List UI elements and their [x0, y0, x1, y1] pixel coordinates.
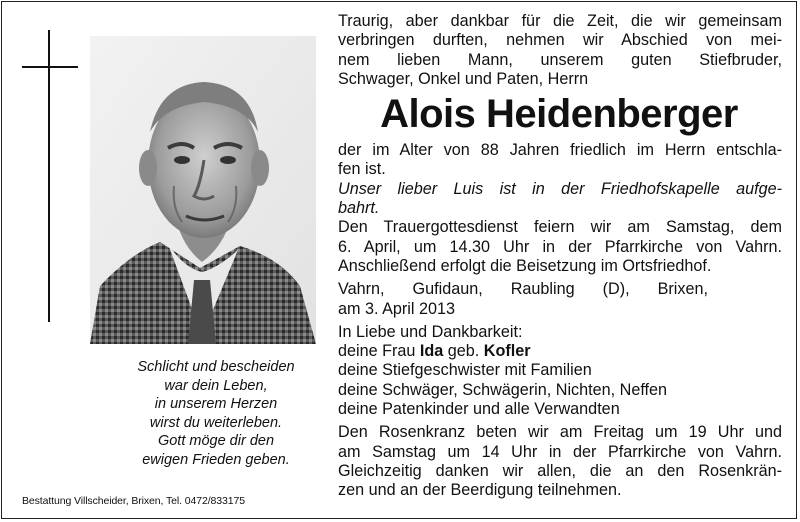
- verse-line: wirst du weiterleben.: [149, 414, 283, 431]
- obituary-text-column: [338, 12, 782, 501]
- memorial-verse: [100, 358, 332, 469]
- rosary-line: zen und an der Beerdigung teilnehmen.: [338, 481, 622, 500]
- age-line: fen ist.: [338, 160, 386, 179]
- chapel-line: Unser lieber Luis ist in der Friedhofskapelle aufge-: [338, 179, 782, 198]
- cross-vertical-bar: [48, 30, 50, 322]
- service-line: Den Trauergottesdienst feiern wir am Samstag, dem: [338, 218, 782, 237]
- date-line: am 3. April 2013: [338, 299, 455, 318]
- age-line: der im Alter von 88 Jahren friedlich im Herrn entschla-: [338, 141, 782, 160]
- chapel-line: bahrt.: [338, 199, 380, 218]
- verse-line: ewigen Frieden geben.: [142, 451, 290, 468]
- intro-line: nem lieben Mann, unserem guten Stiefbruder,: [338, 50, 782, 69]
- intro-line: verbringen durften, nehmen wir Abschied von mei-: [338, 31, 782, 50]
- verse-line: war dein Leben,: [164, 377, 268, 394]
- verse-line: Schlicht und bescheiden: [137, 359, 295, 375]
- mourner-line: deine Stiefgeschwister mit Familien: [338, 361, 592, 380]
- wife-born: geb.: [443, 342, 484, 361]
- funeral-home-credit: Bestattung Villscheider, Brixen, Tel. 0472/833175: [22, 495, 245, 507]
- wife-name: Ida: [419, 342, 444, 361]
- rosary-line: Den Rosenkranz beten wir am Freitag um 19 Uhr und: [338, 423, 782, 442]
- mourners-heading: In Liebe und Dankbarkeit:: [338, 322, 523, 341]
- verse-line: in unserem Herzen: [154, 396, 278, 412]
- place-line: Vahrn, Gufidaun, Raubling (D), Brixen,: [338, 280, 708, 299]
- verse-line: Gott möge dir den: [157, 433, 275, 449]
- service-line: 6. April, um 14.30 Uhr in der Pfarrkirche von Vahrn.: [338, 237, 782, 256]
- wife-maiden-name: Kofler: [483, 342, 531, 361]
- intro-line: Traurig, aber dankbar für die Zeit, die wir gemeinsam: [338, 12, 782, 30]
- wife-prefix: deine Frau: [338, 342, 420, 361]
- intro-line: Schwager, Onkel und Paten, Herrn: [338, 69, 589, 88]
- mourner-line: deine Patenkinder und alle Verwandten: [338, 400, 620, 419]
- mourner-wife: [338, 342, 782, 361]
- rosary-line: am Samstag um 14 Uhr in der Pfarrkirche von Vahrn.: [338, 442, 782, 461]
- mourner-line: deine Schwäger, Schwägerin, Nichten, Neffen: [338, 380, 668, 399]
- service-line: Anschließend erfolgt die Beisetzung im Ortsfriedhof.: [338, 256, 712, 275]
- rosary-line: Gleichzeitig danken wir allen, die an den Rosenkrän-: [338, 461, 782, 480]
- deceased-name: Alois Heidenberger: [380, 92, 738, 137]
- portrait-photo: [90, 36, 316, 344]
- cross-horizontal-bar: [22, 66, 78, 68]
